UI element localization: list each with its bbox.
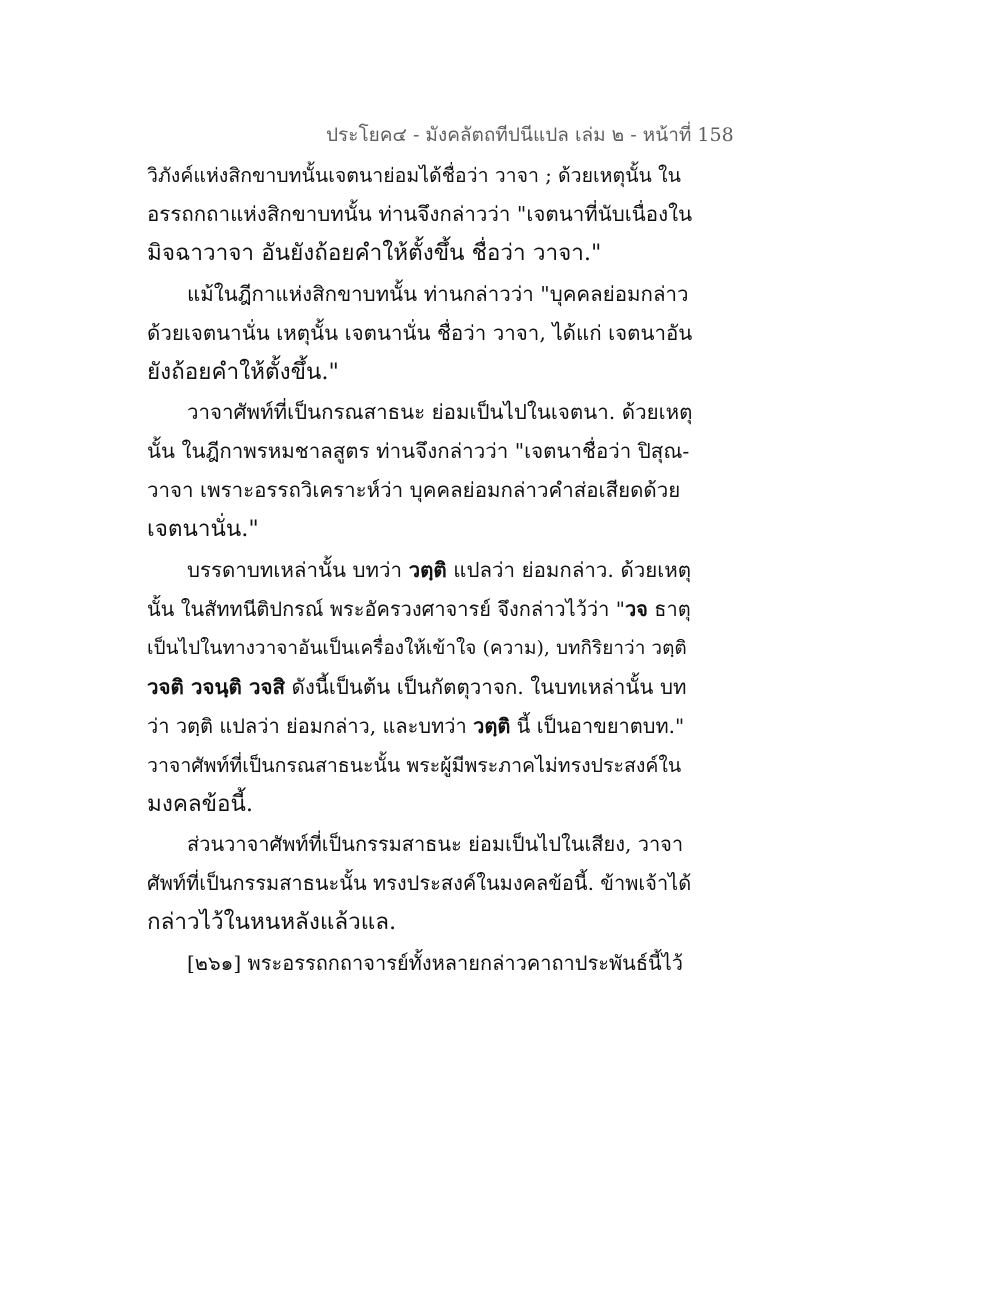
text-line: [147, 275, 692, 314]
text-line: [147, 510, 692, 549]
text-line: [147, 314, 692, 353]
text-segment: นั้น ในฎีกาพรหมชาลสูตร ท่านจึงกล่าวว่า "เจตนาชื่อว่า ปิสุณ-: [147, 439, 690, 463]
text-line: [147, 551, 692, 590]
paragraph: [147, 393, 692, 549]
text-line: [147, 864, 692, 903]
paragraph: [147, 156, 692, 273]
text-line: [147, 707, 692, 746]
bold-term: วจติ วจนฺติ วจสิ: [147, 674, 285, 699]
text-line: [147, 471, 692, 510]
text-segment: ศัพท์ที่เป็นกรรมสาธนะนั้น ทรงประสงค์ในมงคลข้อนี้. ข้าพเจ้าได้: [147, 871, 692, 895]
text-line: [147, 944, 692, 983]
text-segment: อรรถกถาแห่งสิกขาบทนั้น ท่านจึงกล่าวว่า "เจตนาที่นับเนื่องใน: [147, 202, 693, 226]
text-line: [147, 668, 692, 707]
paragraph: [147, 551, 692, 824]
paragraph: [147, 825, 692, 942]
text-segment: แม้ในฎีกาแห่งสิกขาบทนั้น ท่านกล่าวว่า "บุคคลย่อมกล่าว: [187, 281, 689, 306]
text-segment: วาจาศัพท์ที่เป็นกรณสาธนะนั้น พระผู้มีพระภาคไม่ทรงประสงค์ใน: [147, 753, 682, 777]
text-line: [147, 590, 692, 629]
text-segment: ดังนี้เป็นต้น เป็นกัตตุวาจก. ในบทเหล่านั้น บท: [285, 674, 687, 699]
text-segment: ส่วนวาจาศัพท์ที่เป็นกรรมสาธนะ ย่อมเป็นไปในเสียง, วาจา: [187, 832, 684, 856]
text-line: [147, 195, 692, 234]
text-segment: ด้วยเจตนานั่น เหตุนั้น เจตนานั่น ชื่อว่า วาจา, ได้แก่ เจตนาอัน: [147, 320, 693, 345]
text-line: [147, 156, 692, 195]
text-line: [147, 903, 692, 942]
text-line: [147, 353, 692, 392]
text-segment: แปลว่า ย่อมกล่าว. ด้วยเหตุ: [446, 557, 692, 582]
text-line: [147, 234, 692, 273]
bold-term: วจ: [624, 596, 648, 621]
text-segment: วาจาศัพท์ที่เป็นกรณสาธนะ ย่อมเป็นไปในเจตนา. ด้วยเหตุ: [187, 400, 693, 424]
text-line: [147, 746, 692, 785]
text-segment: ยังถ้อยคำให้ตั้งขึ้น.": [147, 358, 339, 385]
text-line: [147, 432, 692, 471]
bold-term: วตฺติ: [408, 557, 447, 582]
text-line: [147, 629, 692, 668]
text-segment: มงคลข้อนี้.: [147, 790, 254, 817]
running-header: ประโยค๔ - มังคลัตถทีปนีแปล เล่ม ๒ - หน้าที่ 158: [326, 124, 734, 146]
text-segment: เจตนานั่น.": [147, 516, 259, 542]
text-segment: กล่าวไว้ในหนหลังแล้วแล.: [147, 909, 397, 935]
text-segment: นั้น ในสัททนีติปกรณ์ พระอัครวงศาจารย์ จึงกล่าวไว้ว่า ": [147, 596, 625, 621]
text-segment: บรรดาบทเหล่านั้น บทว่า: [187, 557, 409, 582]
bold-term: วตฺติ: [473, 713, 511, 738]
paragraph: [147, 275, 692, 392]
text-segment: [๒๖๑] พระอรรถกถาจารย์ทั้งหลายกล่าวคาถาประพันธ์นี้ไว้: [187, 950, 683, 975]
text-segment: วาจา เพราะอรรถวิเคราะห์ว่า บุคคลย่อมกล่าวคำส่อเสียดด้วย: [147, 478, 681, 502]
text-line: [147, 393, 692, 432]
text-segment: ธาตุ: [647, 596, 691, 621]
body-text: [147, 156, 692, 983]
text-segment: ว่า วตฺติ แปลว่า ย่อมกล่าว, และบทว่า: [147, 713, 474, 738]
text-line: [147, 785, 692, 824]
text-line: [147, 825, 692, 864]
paragraph: [147, 944, 692, 983]
text-segment: วิภังค์แห่งสิกขาบทนั้นเจตนาย่อมได้ชื่อว่า วาจา ; ด้วยเหตุนั้น ใน: [147, 164, 681, 187]
text-segment: มิจฉาวาจา อันยังถ้อยคำให้ตั้งขึ้น ชื่อว่า วาจา.": [147, 240, 602, 266]
text-segment: นี้ เป็นอาขยาตบท.": [510, 713, 685, 738]
text-segment: เป็นไปในทางวาจาอันเป็นเครื่องให้เข้าใจ (ความ), บทกิริยาว่า วตฺติ: [147, 636, 687, 659]
